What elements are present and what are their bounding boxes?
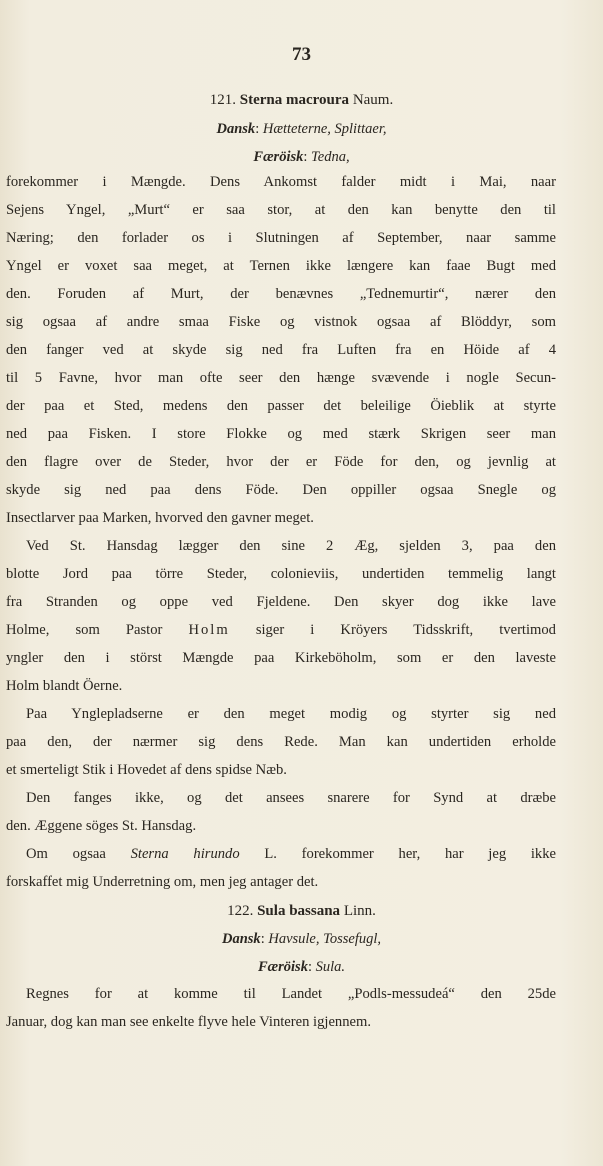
species-heading (0, 92, 603, 109)
text-line: Januar, dog kan man see enkelte flyve hele Vinteren igjennem. (6, 1014, 372, 1030)
text-line: blotte Jord paa törre Steder, colonieviis, undertiden temmelig langt (6, 566, 556, 582)
danish-label: Dansk (216, 121, 256, 137)
species-number: 122. (227, 903, 254, 919)
faroese-names: Færöisk: Tedna, (253, 149, 350, 165)
text-line: til 5 Favne, hvor man ofte seer den hænge svævende i nogle Secun- (6, 370, 556, 386)
text-segment: L. forekommer her, har jeg ikke (264, 846, 556, 862)
faroese-name-list: Tedna, (311, 149, 350, 165)
text-line: der paa et Sted, medens den passer det beleilige Öieblik at styrte (6, 398, 556, 414)
text-segment: Om ogsaa (26, 846, 106, 862)
species-heading (0, 903, 603, 920)
danish-name-list: Havsule, Tossefugl, (268, 931, 381, 947)
danish-names: Dansk: Hætteterne, Splittaer, (216, 121, 387, 137)
spaced-name: Holm (188, 622, 230, 638)
faroese-names: Færöisk: Sula. (257, 959, 346, 975)
text-line: fra Stranden og oppe ved Fjeldene. Den skyer dog ikke lave (6, 594, 556, 610)
text-line: Ved St. Hansdag lægger den sine 2 Æg, sjelden 3, paa den (26, 538, 556, 554)
danish-label: Dansk (222, 931, 261, 947)
text-line: Holm blandt Öerne. (6, 678, 123, 694)
text-segment: siger i Kröyers Tidsskrift, tvertimod (255, 622, 556, 638)
faroese-label: Færöisk (253, 149, 304, 165)
species-reference: Sterna hirundo (130, 846, 240, 862)
text-line (6, 620, 556, 640)
faroese-label: Færöisk (257, 959, 308, 975)
text-line: den. Æggene söges St. Hansdag. (6, 818, 197, 834)
faroese-name-list: Sula. (315, 959, 346, 975)
text-line: den flagre over de Steder, hvor der er Föde for den, og jevnlig at (6, 454, 556, 470)
text-line: paa den, der nærmer sig dens Rede. Man kan undertiden erholde (6, 734, 556, 750)
text-line: forekommer i Mængde. Dens Ankomst falder midt i Mai, naar (6, 174, 556, 190)
text-line: sig ogsaa af andre smaa Fiske og vistnok ogsaa af Blöddyr, som (6, 314, 556, 330)
text-line: Paa Ynglepladserne er den meget modig og styrter sig ned (26, 706, 556, 722)
text-line: Sejens Yngel, „Murt“ er saa stor, at den kan benytte den til (6, 202, 556, 218)
species-number: 121. (209, 92, 237, 108)
text-line: Yngel er voxet saa meget, at Ternen ikke længere kan faae Bugt med (6, 258, 556, 274)
text-line: forskaffet mig Underretning om, men jeg antager det. (6, 874, 319, 890)
species-name: Sula bassana (257, 903, 341, 919)
text-line: den fanger ved at skyde sig ned fra Luften fra en Höide af 4 (6, 342, 556, 358)
text-segment: Holme, som Pastor (6, 622, 163, 638)
text-line: Næring; den forlader os i Slutningen af September, naar samme (6, 230, 556, 246)
text-line: et smerteligt Stik i Hovedet af dens spidse Næb. (6, 762, 287, 778)
text-line: den. Foruden af Murt, der benævnes „Tednemurtir“, nærer den (6, 286, 556, 302)
species-author: Linn. (343, 903, 376, 919)
text-line (26, 844, 556, 864)
text-line: Regnes for at komme til Landet „Podls-messudeá“ den 25de (26, 986, 556, 1002)
text-line: yngler den i störst Mængde paa Kirkeböholm, som er den laveste (6, 650, 556, 666)
text-line: ned paa Fisken. I store Flokke og med stærk Skrigen seer man (6, 426, 556, 442)
text-line: Den fanges ikke, og det ansees snarere for Synd at dræbe (26, 790, 556, 806)
danish-name-list: Hætteterne, Splittaer, (262, 121, 387, 137)
danish-names: Dansk: Havsule, Tossefugl, (222, 931, 381, 947)
text-line: skyde sig ned paa dens Föde. Den oppiller ogsaa Snegle og (6, 482, 556, 498)
species-name: Sterna macroura (239, 92, 350, 108)
page-number: 73 (292, 44, 311, 65)
text-line: Insectlarver paa Marken, hvorved den gavner meget. (6, 510, 314, 526)
species-author: Naum. (352, 92, 394, 108)
